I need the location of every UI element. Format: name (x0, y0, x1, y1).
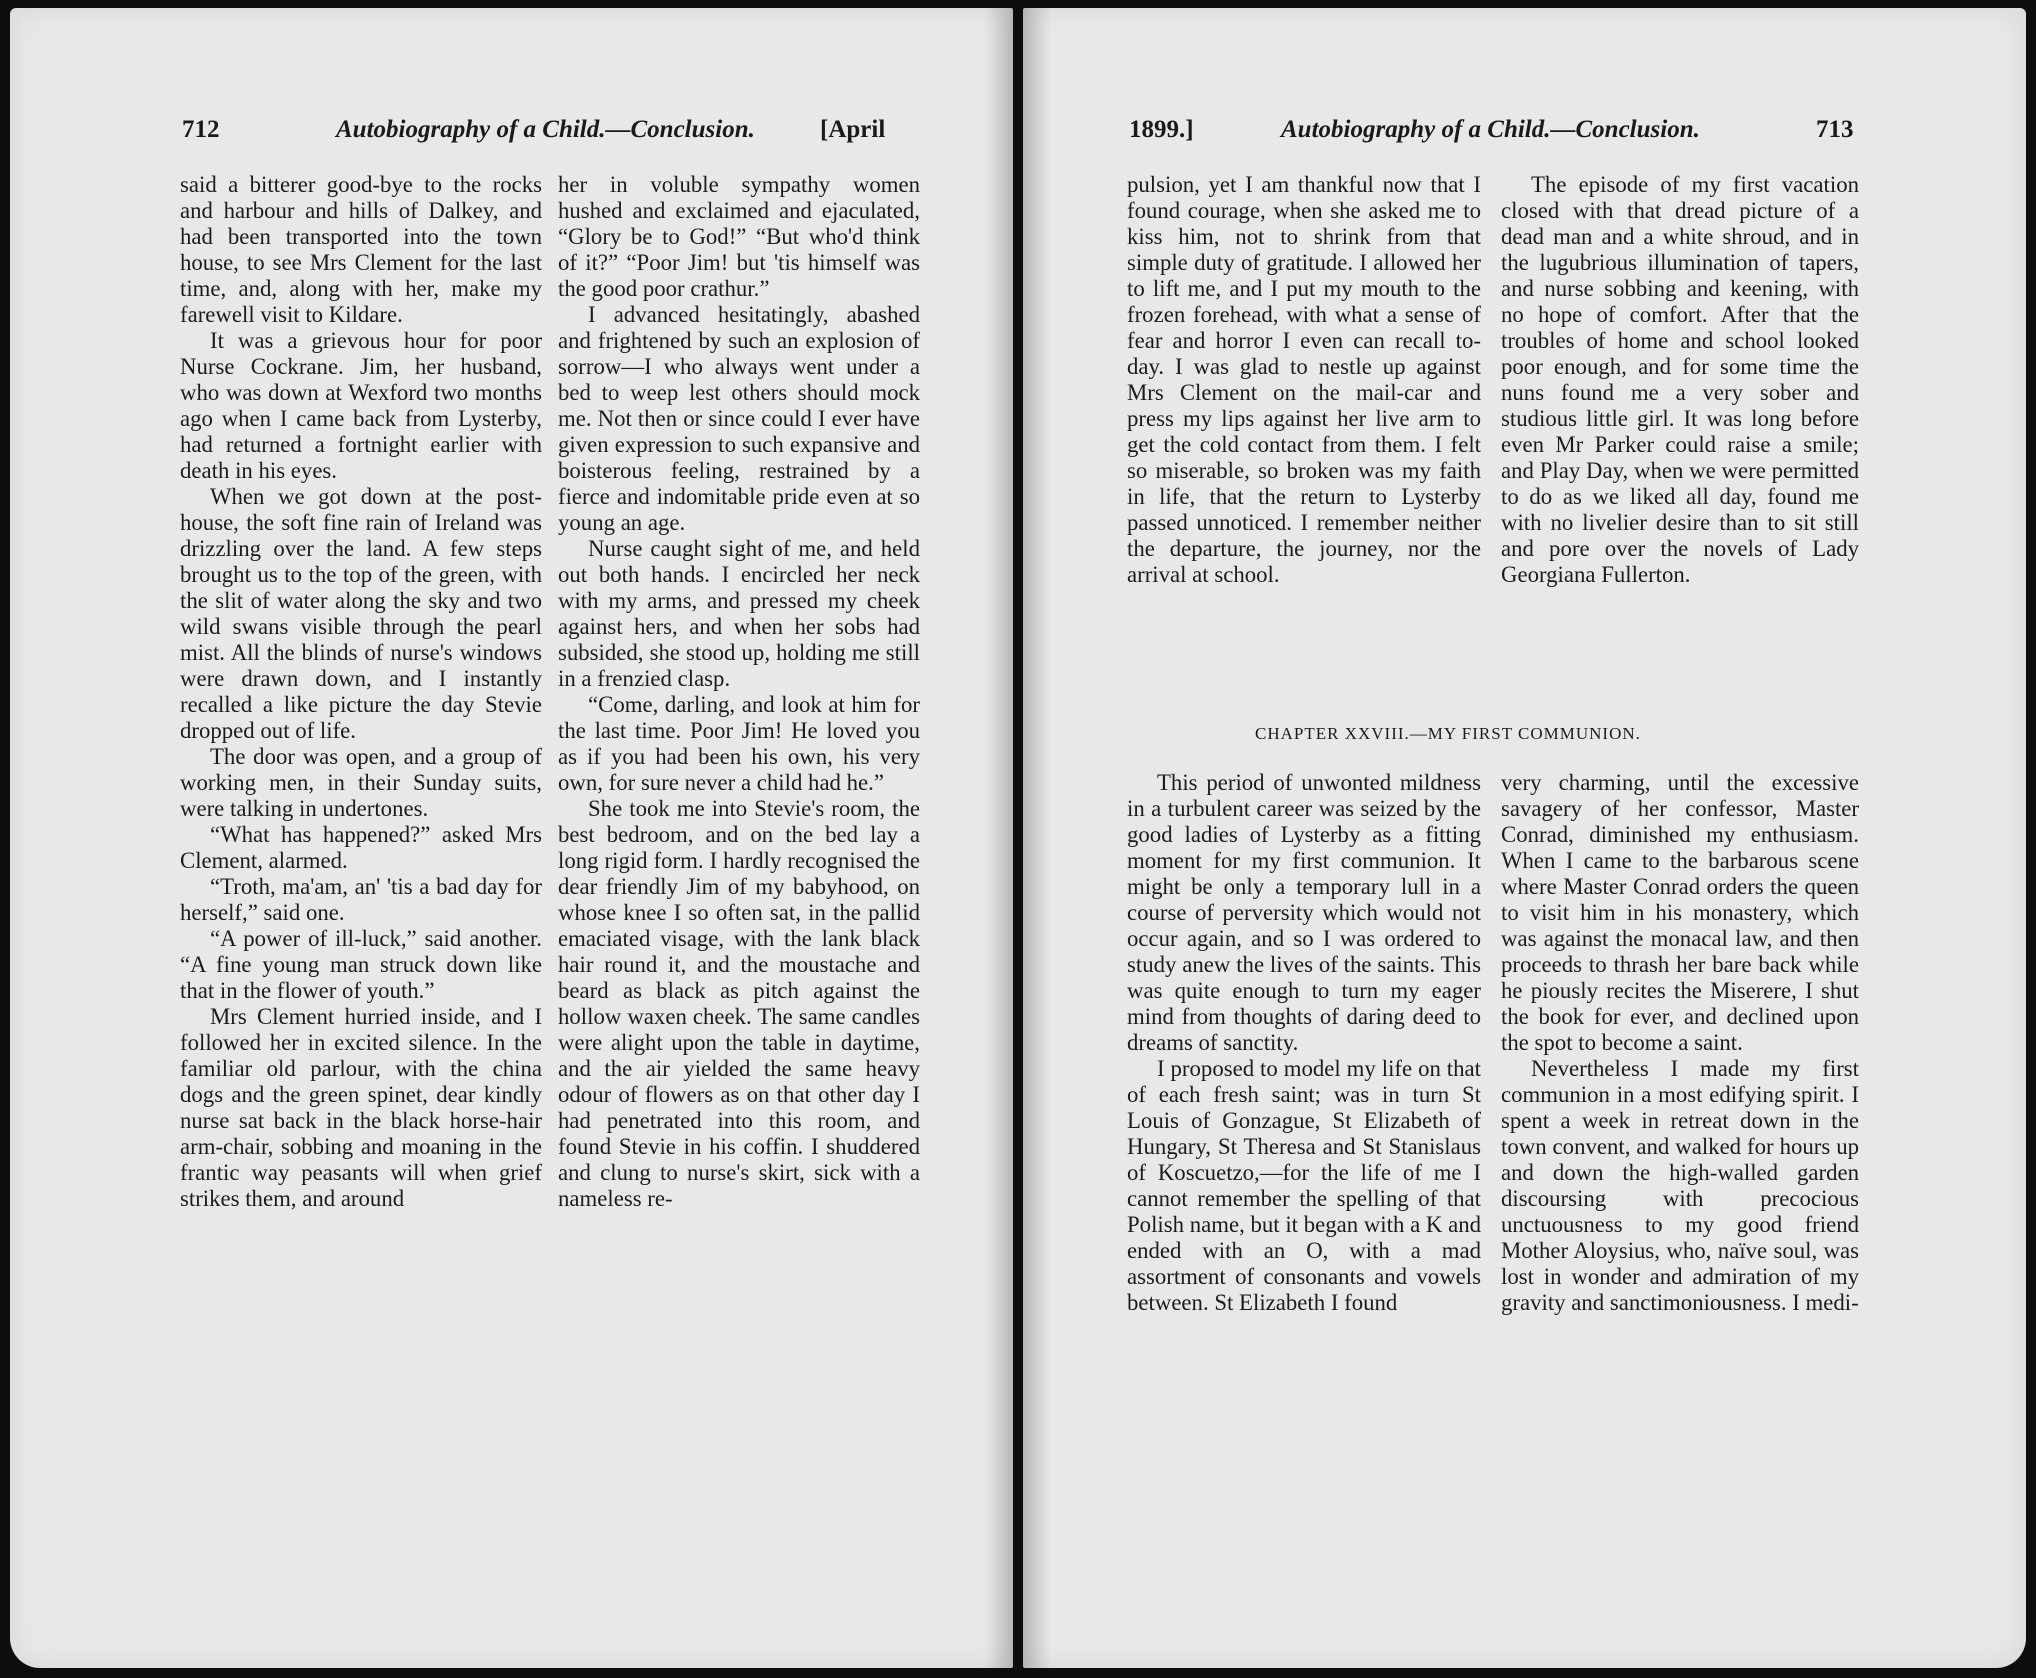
running-title: Autobiography of a Child.—Conclusion. (1281, 116, 1700, 143)
paragraph: The door was open, and a group of working men, in their Sunday suits, were talking in undertones. (180, 744, 542, 821)
left-column-1 (180, 172, 542, 1212)
right-column-1-bottom (1127, 770, 1481, 1316)
right-column-2-top (1501, 172, 1859, 588)
running-date: 1899.] (1129, 116, 1194, 143)
paragraph: Nevertheless I made my first communion in a most edifying spirit. I spent a week in retreat down in the town convent, and walked for hours up and down the high-walled garden discoursing with precocious unctuousness to my good friend Mother Aloysius, who, naïve soul, was lost in wonder and admiration of my gravity and sanctimoniousness. I medi- (1501, 1056, 1859, 1315)
paragraph: This period of unwonted mildness in a turbulent career was seized by the good ladies of Lysterby as a fitting moment for my first communion. It might be only a temporary lull in a course of perversity which would not occur again, and so I was ordered to study anew the lives of the saints. This was quite enough to turn my eager mind from thoughts of daring deed to dreams of sanctity. (1127, 770, 1481, 1055)
spine-shadow (1023, 8, 1051, 1668)
chapter-heading: CHAPTER XXVIII.—MY FIRST COMMUNION. (1255, 724, 1641, 743)
running-head (1023, 116, 2026, 156)
paragraph: “Troth, ma'am, an' 'tis a bad day for herself,” said one. (180, 874, 542, 925)
paragraph: I advanced hesitatingly, abashed and frightened by such an explosion of sorrow—I who always went under a bed to weep lest others should mock me. Not then or since could I ever have given expression to such expansive and boisterous feeling, restrained by a fierce and indomitable pride even at so young an age. (558, 302, 920, 535)
paragraph: her in voluble sympathy women hushed and exclaimed and ejaculated, “Glory be to God!” “But who'd think of it?” “Poor Jim! but 'tis himself was the good poor crathur.” (558, 172, 920, 301)
page-number: 713 (1816, 116, 1854, 143)
paragraph: She took me into Stevie's room, the best bedroom, and on the bed lay a long rigid form. I hardly recognised the dear friendly Jim of my babyhood, on whose knee I so often sat, in the pallid emaciated visage, with the lank black hair round it, and the moustache and beard as black as pitch against the hollow waxen cheek. The same candles were alight upon the table in daytime, and the air yielded the same heavy odour of flowers as on that other day I had penetrated into this room, and found Stevie in his coffin. I shuddered and clung to nurse's skirt, sick with a nameless re- (558, 796, 920, 1211)
left-column-2 (558, 172, 920, 1212)
paragraph: “What has happened?” asked Mrs Clement, alarmed. (180, 822, 542, 873)
paragraph: very charming, until the excessive savagery of her confessor, Master Conrad, diminished my enthusiasm. When I came to the barbarous scene where Master Conrad orders the queen to visit him in his monastery, which was against the monacal law, and then proceeds to thrash her bare back while he piously recites the Miserere, I shut the book for ever, and declined upon the spot to become a saint. (1501, 770, 1859, 1055)
right-column-1-top (1127, 172, 1481, 588)
paragraph: Nurse caught sight of me, and held out both hands. I encircled her neck with my arms, and pressed my cheek against hers, and when her sobs had subsided, she stood up, holding me still in a frenzied clasp. (558, 536, 920, 691)
paragraph: When we got down at the post-house, the soft fine rain of Ireland was drizzling over the land. A few steps brought us to the top of the green, with the slit of water along the sky and two wild swans visible through the pearl mist. All the blinds of nurse's windows were drawn down, and I instantly recalled a like picture the day Stevie dropped out of life. (180, 484, 542, 743)
left-page (10, 8, 1013, 1668)
paragraph: I proposed to model my life on that of each fresh saint; was in turn St Louis of Gonzague, St Elizabeth of Hungary, St Theresa and St Stanislaus of Koscuetzo,—for the life of me I cannot remember the spelling of that Polish name, but it began with a K and ended with an O, with a mad assortment of consonants and vowels between. St Elizabeth I found (1127, 1056, 1481, 1315)
right-column-2-bottom (1501, 770, 1859, 1316)
running-date: [April (820, 116, 886, 143)
page-number: 712 (182, 116, 220, 143)
paragraph: “A power of ill-luck,” said another. “A fine young man struck down like that in the flower of youth.” (180, 926, 542, 1003)
running-head (10, 116, 1013, 156)
running-title: Autobiography of a Child.—Conclusion. (336, 116, 755, 143)
spine-shadow (985, 8, 1013, 1668)
paragraph: said a bitterer good-bye to the rocks and harbour and hills of Dalkey, and had been transported into the town house, to see Mrs Clement for the last time, and, along with her, make my farewell visit to Kildare. (180, 172, 542, 327)
right-page (1023, 8, 2026, 1668)
paragraph: It was a grievous hour for poor Nurse Cockrane. Jim, her husband, who was down at Wexford two months ago when I came back from Lysterby, had returned a fortnight earlier with death in his eyes. (180, 328, 542, 483)
paragraph: “Come, darling, and look at him for the last time. Poor Jim! He loved you as if you had been his own, his very own, for sure never a child had he.” (558, 692, 920, 795)
paragraph: pulsion, yet I am thankful now that I found courage, when she asked me to kiss him, not to shrink from that simple duty of gratitude. I allowed her to lift me, and I put my mouth to the frozen forehead, with what a sense of fear and horror I even can recall to-day. I was glad to nestle up against Mrs Clement on the mail-car and press my lips against her live arm to get the cold contact from them. I felt so miserable, so broken was my faith in life, that the return to Lysterby passed unnoticed. I remember neither the departure, the journey, nor the arrival at school. (1127, 172, 1481, 587)
paragraph: Mrs Clement hurried inside, and I followed her in excited silence. In the familiar old parlour, with the china dogs and the green spinet, dear kindly nurse sat back in the black horse-hair arm-chair, sobbing and moaning in the frantic way peasants will when grief strikes them, and around (180, 1004, 542, 1211)
paragraph: The episode of my first vacation closed with that dread picture of a dead man and a white shroud, and in the lugubrious illumination of tapers, and nurse sobbing and keening, with no hope of comfort. After that the troubles of home and school looked poor enough, and for some time the nuns found me a very sober and studious little girl. It was long before even Mr Parker could raise a smile; and Play Day, when we were permitted to do as we liked all day, found me with no livelier desire than to sit still and pore over the novels of Lady Georgiana Fullerton. (1501, 172, 1859, 587)
